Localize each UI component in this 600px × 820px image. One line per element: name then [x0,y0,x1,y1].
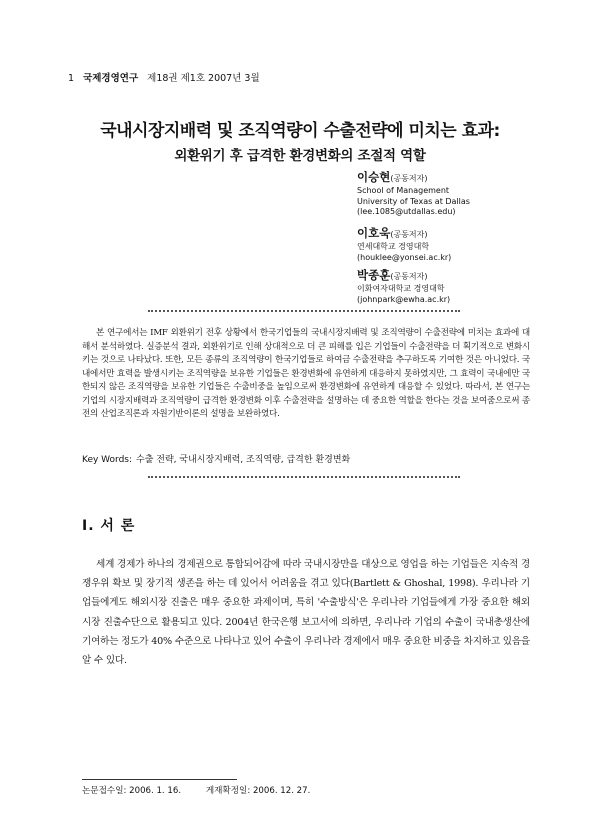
author-name: 박종훈 [357,268,391,282]
keywords-text: 수출 전략, 국내시장지배력, 조직역량, 급격한 환경변화 [136,455,351,465]
accepted-date: 게재확정일: 2006. 12. 27. [205,786,311,796]
author-name: 이호욱 [357,226,391,240]
section-heading: Ⅰ. 서 론 [82,518,136,534]
body-paragraph: 세계 경제가 하나의 경제권으로 통합되어감에 따라 국내시장만을 대상으로 영업을 하는 기업들은 지속적 경쟁우위 확보 및 장기적 생존을 하는 데 있어서 어려움을 겪고 있다(Bartlett & Ghoshal, 1998). 우리나라 기업들에게도 해외시장 진출은 매우 중요한 과제이며, 특히 '수출방식'은 우리나라 기업들에게 가장 중요한 해외시장 진출수단으로 활용되고 있다. 2004년 한국은행 보고서에 의하면, 우리나라 기업의 수출이 국내총생산에 기여하는 정도가 40% 수준으로 나타나고 있어 수출이 우리나라 경제에서 매우 중요한 비중을 차지하고 있음을 알 수 있다. [82,559,530,667]
author-role: (공동저자) [390,272,428,281]
author-affiliation: University of Texas at Dallas [357,196,470,206]
author-affiliation: School of Management [357,186,450,195]
paper-title: 국내시장지배력 및 조직역량이 수출전략에 미치는 효과: [100,121,500,141]
keywords [82,452,350,465]
footnote-rule [82,779,237,780]
author-affiliation: 연세대학교 경영대학 [357,242,430,251]
received-date: 논문접수일: 2006. 1. 16. [82,786,182,796]
author-block-1 [357,170,470,218]
keywords-label: Key Words: [82,455,133,465]
author-email: (johnpark@ewha.ac.kr) [357,294,451,304]
dotted-divider-bottom [148,476,460,478]
author-email: (lee.1085@utdallas.edu) [357,207,456,216]
page-number: 1 [68,73,75,84]
author-role: (공동저자) [390,230,428,239]
journal-issue: 제18권 제1호 2007년 3월 [147,73,260,84]
dotted-divider-top [148,310,460,312]
journal-name: 국제경영연구 [83,73,139,84]
author-role: (공동저자) [390,174,428,183]
footnote [82,784,332,796]
author-email: (houklee@yonsei.ac.kr) [357,252,452,262]
author-affiliation: 이화여자대학교 경영대학 [357,284,445,293]
author-block-3 [357,268,450,305]
running-head [68,70,260,84]
author-name: 이승현 [357,170,391,184]
abstract: 본 연구에서는 IMF 외환위기 전후 상황에서 한국기업들의 국내시장지배력 및 조직역량이 수출전략에 미치는 효과에 대해서 분석하였다. 실증분석 결과, 외환위기로 인해 상대적으로 더 큰 피해를 입은 기업들이 수출전략을 더 획기적으로 변화시키는 것으로 나타났다. 또한, 모든 종류의 조직역량이 한국기업들로 하여금 수출전략을 추구하도록 기여한 것은 아니었다. 국내에서만 효력을 발생시키는 조직역량을 보유한 기업들은 환경변화에 유연하게 대응하지 못하였지만, 그 효력이 국내에만 국한되지 않은 조직역량을 보유한 기업들은 수출비중을 높임으로써 환경변화에 유연하게 대응할 수 있었다. 따라서, 본 연구는 기업의 시장지배력과 조직역량이 급격한 환경변화 이후 수출전략을 설명하는 데 중요한 역할을 한다는 것을 보여줌으로써 종전의 산업조직론과 자원기반이론의 설명을 보완하였다. [82,328,530,420]
author-block-2 [357,226,451,263]
paper-subtitle: 외환위기 후 급격한 환경변화의 조절적 역할 [174,148,426,164]
